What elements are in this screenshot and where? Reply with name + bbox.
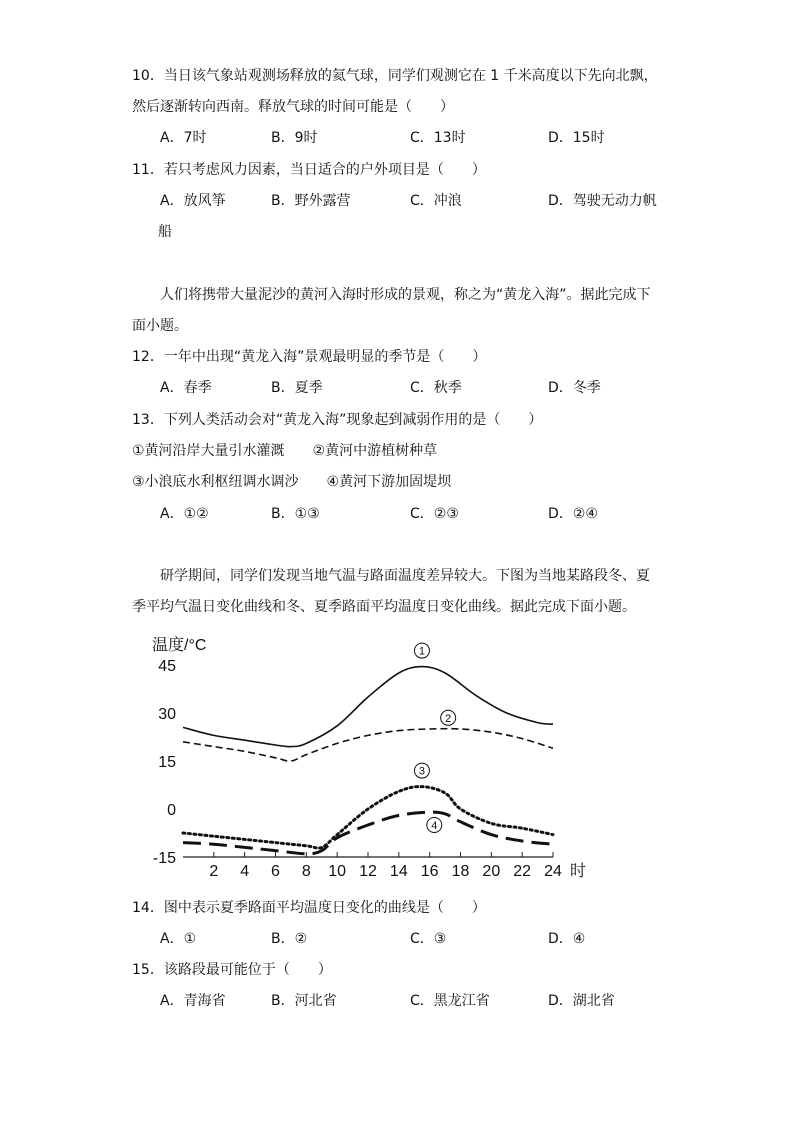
series-marker-label-4: 4	[431, 820, 438, 832]
q10-stem-line2: 然后逐渐转向西南。释放气球的时间可能是（ ）	[132, 99, 454, 115]
x-tick-label: 2	[209, 863, 219, 880]
chart-ylabel: 温度/°C	[152, 637, 207, 654]
q13-items-line1: ①黄河沿岸大量引水灌溉 ②黄河中游植树种草	[132, 443, 438, 459]
q11-option-d-wrap: 船	[158, 224, 172, 240]
series-line-3	[183, 787, 553, 849]
q13-option-c[interactable]: C．②③	[410, 506, 459, 522]
q14-option-d[interactable]: D．④	[548, 931, 586, 947]
series-marker-label-2: 2	[445, 712, 452, 725]
q15-option-c[interactable]: C．黑龙江省	[410, 993, 490, 1009]
x-tick-label: 4	[240, 863, 250, 880]
series-line-4	[183, 812, 553, 854]
q10-option-c[interactable]: C．13时	[410, 130, 466, 146]
x-tick-label: 14	[389, 863, 408, 880]
passage2-line1: 人们将携带大量泥沙的黄河入海时形成的景观，称之为“黄龙入海”。据此完成下	[160, 287, 651, 303]
q14-option-a[interactable]: A．①	[160, 931, 197, 947]
series-marker-label-1: 1	[418, 645, 426, 658]
x-tick-label: 22	[513, 863, 532, 880]
q15-stem: 15．该路段最可能位于（ ）	[132, 962, 332, 978]
y-tick-label: 15	[158, 754, 176, 771]
q13-option-b[interactable]: B．①③	[271, 506, 320, 522]
q10-option-d[interactable]: D．15时	[548, 130, 605, 146]
q15-option-b[interactable]: B．河北省	[271, 993, 337, 1009]
q11-stem: 11．若只考虑风力因素，当日适合的户外项目是（ ）	[132, 162, 486, 178]
q13-items-line2: ③小浪底水利枢纽调水调沙 ④黄河下游加固堤坝	[132, 474, 452, 490]
q11-option-b[interactable]: B．野外露营	[271, 193, 351, 209]
passage3-line1: 研学期间，同学们发现当地气温与路面温度差异较大。下图为当地某路段冬、夏	[160, 568, 650, 584]
q12-stem: 12．一年中出现“黄龙入海”景观最明显的季节是（ ）	[132, 349, 487, 365]
x-tick-label: 6	[271, 863, 280, 880]
series-marker-label-3: 3	[418, 765, 426, 778]
chart-xlabel: 时	[570, 863, 587, 880]
q11-option-c[interactable]: C．冲浪	[410, 193, 462, 209]
x-tick-label: 10	[328, 863, 347, 880]
q12-option-d[interactable]: D．冬季	[548, 380, 601, 396]
x-tick-label: 24	[544, 863, 562, 880]
x-tick-label: 20	[482, 863, 501, 880]
q10-option-b[interactable]: B．9时	[271, 130, 318, 146]
x-tick-label: 16	[420, 863, 439, 880]
x-tick-label: 18	[451, 863, 470, 880]
temperature-chart	[140, 628, 600, 880]
passage3-line2: 季平均气温日变化曲线和冬、夏季路面平均温度日变化曲线。据此完成下面小题。	[132, 599, 636, 615]
q10-stem-line1: 10．当日该气象站观测场释放的氦气球，同学们观测它在 1 千米高度以下先向北飘，	[132, 68, 658, 84]
q13-option-d[interactable]: D．②④	[548, 506, 598, 522]
q15-option-a[interactable]: A．青海省	[160, 993, 226, 1009]
q13-option-a[interactable]: A．①②	[160, 506, 209, 522]
q12-option-a[interactable]: A．春季	[160, 380, 212, 396]
series-line-2	[183, 729, 553, 761]
y-tick-label: 45	[158, 658, 176, 675]
y-tick-label: -15	[152, 850, 176, 867]
q12-option-b[interactable]: B．夏季	[271, 380, 323, 396]
q14-stem: 14．图中表示夏季路面平均温度日变化的曲线是（ ）	[132, 900, 486, 916]
q14-option-b[interactable]: B．②	[271, 931, 308, 947]
q10-option-a[interactable]: A．7时	[160, 130, 207, 146]
y-tick-label: 30	[158, 706, 176, 723]
y-tick-label: 0	[167, 802, 176, 819]
q15-option-d[interactable]: D．湖北省	[548, 993, 615, 1009]
x-tick-label: 8	[301, 863, 311, 880]
q14-option-c[interactable]: C．③	[410, 931, 447, 947]
q13-stem: 13．下列人类活动会对“黄龙入海”现象起到减弱作用的是（ ）	[132, 412, 543, 428]
q11-option-d[interactable]: D．驾驶无动力帆	[548, 193, 657, 209]
q11-option-a[interactable]: A．放风筝	[160, 193, 226, 209]
q12-option-c[interactable]: C．秋季	[410, 380, 462, 396]
passage2-line2: 面小题。	[132, 318, 188, 334]
x-tick-label: 12	[359, 863, 377, 880]
